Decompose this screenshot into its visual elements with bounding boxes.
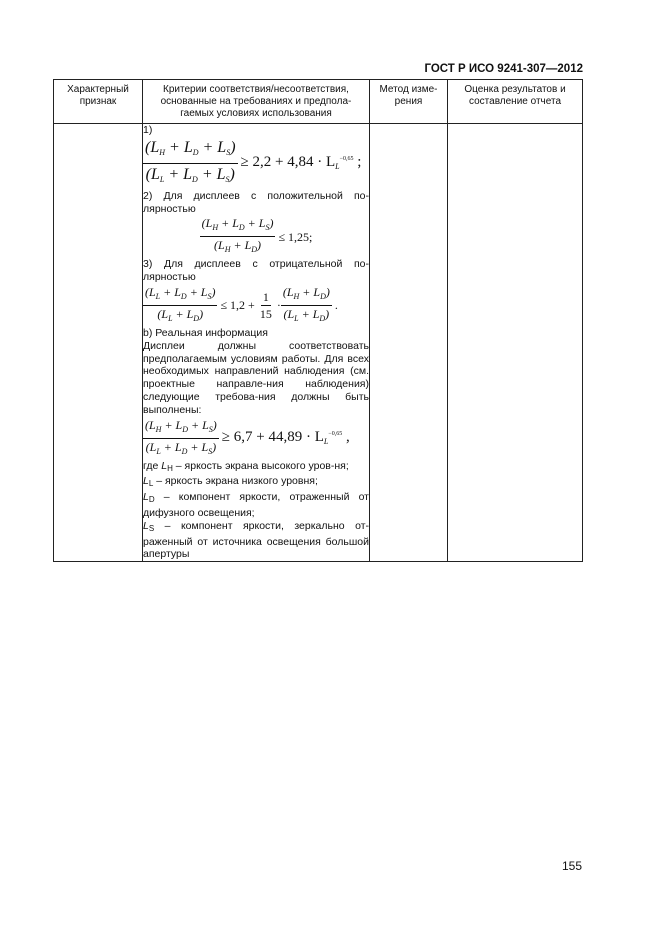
feature-cell — [54, 124, 143, 562]
formula-3: $\frac{(L_L + L_D + L_S)}{(L_L + L_D)}$ ≤ 1,2 + $\frac{1}{15}$ · $\frac{(L_H + L_D)}{(L_L + L_D)}$ . — [145, 284, 338, 323]
column-header-evaluation: Оценка результатов и составление отчета — [448, 80, 583, 124]
where-lh: где LH – яркость экрана высокого уров-ня; — [143, 459, 349, 473]
where-ls: LS – компонент яркости, зеркально от-раженный от источника освещения большой апертуры — [143, 519, 369, 561]
table-row — [54, 124, 583, 562]
method-cell — [370, 124, 448, 562]
page-number: 155 — [561, 859, 582, 873]
requirements-table — [53, 79, 583, 562]
standard-code: ГОСТ Р ИСО 9241-307—2012 — [424, 63, 583, 75]
section-b-title: b) Реальная информация — [143, 326, 268, 339]
where-ld: LD – компонент яркости, отраженный от дифузного освещения; — [143, 491, 369, 519]
column-header-method: Метод изме-рения — [370, 80, 448, 124]
where-ll: LL – яркость экрана низкого уровня; — [143, 475, 318, 489]
column-header-criteria: Критерии соответствия/несоответствия, основанные на требованиях и предпола-гаемых условиях использования — [143, 80, 370, 124]
evaluation-cell — [448, 124, 583, 562]
formula-4: $\frac{(L_H + L_D + L_S)}{(L_L + L_D + L_S)}$ ≥ $6,7 + 44,89 \cdot L_L^{-0,65}$ , — [145, 417, 350, 456]
formula-1: $\frac{(L_H + L_D + L_S)}{(L_L + L_D + L_S)}$ ≥ $2,2 + 4,84 \cdot L_L^{-0,65}$ ; — [145, 138, 362, 184]
column-header-feature: Характерный признак — [54, 80, 143, 124]
table-header-row — [54, 80, 583, 124]
item1-label: 1) — [143, 124, 153, 136]
item3-text: 3) Для дисплеев с отрицательной по-лярностью — [143, 258, 369, 284]
formula-2: $\frac{(L_H + L_D + L_S)}{(L_H + L_D)}$ ≤ 1,25; — [201, 216, 313, 255]
section-b-text: Дисплеи должны соответствовать предполагаемым условиям работы. Для всех необходимых направлений наблюдения (см. проектные направле-ния наблюдения) следующие требова-ния должны быть выполнены: — [143, 339, 369, 416]
item2-text: 2) Для дисплеев с положительной по-лярностью — [143, 189, 369, 215]
criteria-cell — [143, 124, 370, 562]
